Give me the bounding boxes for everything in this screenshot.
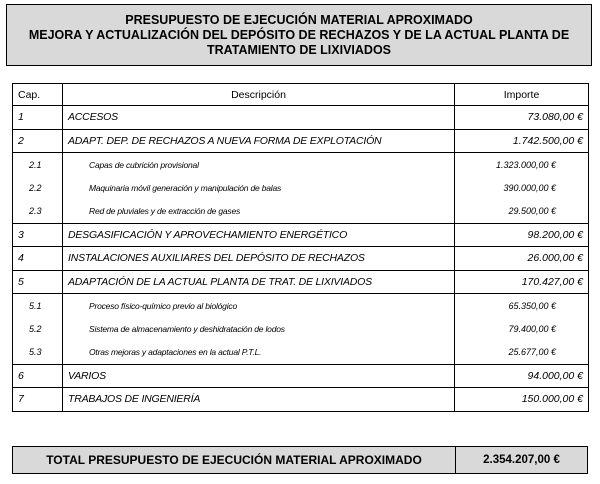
row-description: DESGASIFICACIÓN Y APROVECHAMIENTO ENERGÉTICO bbox=[63, 223, 455, 247]
table-row bbox=[13, 223, 589, 247]
table-row bbox=[13, 364, 589, 388]
row-description: ACCESOS bbox=[63, 106, 455, 130]
title-line-3: TRATAMIENTO DE LIXIVIADOS bbox=[206, 42, 392, 57]
row-cap: 7 bbox=[13, 388, 63, 412]
row-cap: 4 bbox=[13, 247, 63, 271]
title-line-2: MEJORA Y ACTUALIZACIÓN DEL DEPÓSITO DE RECHAZOS Y DE LA ACTUAL PLANTA DE bbox=[28, 27, 570, 42]
row-cap: 5 bbox=[13, 270, 63, 294]
table-subrow bbox=[13, 153, 589, 177]
title-line-1: PRESUPUESTO DE EJECUCIÓN MATERIAL APROXIMADO bbox=[125, 12, 473, 27]
table-subrow bbox=[13, 294, 589, 318]
row-importe: 98.200,00 € bbox=[455, 223, 589, 247]
row-cap: 3 bbox=[13, 223, 63, 247]
table-row bbox=[13, 129, 589, 153]
row-importe: 73.080,00 € bbox=[455, 106, 589, 130]
subrow-cap: 2.2 bbox=[13, 176, 63, 200]
table-row bbox=[13, 388, 589, 412]
subrow-cap: 5.2 bbox=[13, 317, 63, 341]
row-importe: 1.742.500,00 € bbox=[455, 129, 589, 153]
subrow-description: Red de pluviales y de extracción de gases bbox=[63, 200, 455, 224]
header-importe: Importe bbox=[455, 84, 589, 106]
subrow-cap: 5.1 bbox=[13, 294, 63, 318]
table-row bbox=[13, 270, 589, 294]
subrow-importe: 25.677,00 € bbox=[455, 341, 589, 365]
table-subrow bbox=[13, 176, 589, 200]
subrow-importe: 390.000,00 € bbox=[455, 176, 589, 200]
row-importe: 94.000,00 € bbox=[455, 364, 589, 388]
row-cap: 6 bbox=[13, 364, 63, 388]
total-label: TOTAL PRESUPUESTO DE EJECUCIÓN MATERIAL APROXIMADO bbox=[13, 447, 456, 473]
total-value: 2.354.207,00 € bbox=[456, 447, 587, 473]
subrow-description: Capas de cubrición provisional bbox=[63, 153, 455, 177]
row-description: ADAPTACIÓN DE LA ACTUAL PLANTA DE TRAT. DE LIXIVIADOS bbox=[63, 270, 455, 294]
document-title bbox=[6, 4, 592, 66]
row-description: TRABAJOS DE INGENIERÍA bbox=[63, 388, 455, 412]
subrow-description: Sistema de almacenamiento y deshidratación de lodos bbox=[63, 317, 455, 341]
row-cap: 2 bbox=[13, 129, 63, 153]
table-row bbox=[13, 247, 589, 271]
table-subrow bbox=[13, 317, 589, 341]
total-row bbox=[12, 446, 588, 474]
table-subrow bbox=[13, 341, 589, 365]
subrow-importe: 29.500,00 € bbox=[455, 200, 589, 224]
row-cap: 1 bbox=[13, 106, 63, 130]
header-cap: Cap. bbox=[13, 84, 63, 106]
subrow-description: Otras mejoras y adaptaciones en la actual P.T.L. bbox=[63, 341, 455, 365]
subrow-importe: 79.400,00 € bbox=[455, 317, 589, 341]
subrow-description: Maquinaria móvil generación y manipulación de balas bbox=[63, 176, 455, 200]
row-description: INSTALACIONES AUXILIARES DEL DEPÓSITO DE RECHAZOS bbox=[63, 247, 455, 271]
row-importe: 150.000,00 € bbox=[455, 388, 589, 412]
subrow-description: Proceso físico-químico previo al biológico bbox=[63, 294, 455, 318]
row-importe: 26.000,00 € bbox=[455, 247, 589, 271]
row-description: ADAPT. DEP. DE RECHAZOS A NUEVA FORMA DE EXPLOTACIÓN bbox=[63, 129, 455, 153]
budget-table bbox=[12, 83, 589, 412]
row-importe: 170.427,00 € bbox=[455, 270, 589, 294]
table-subrow bbox=[13, 200, 589, 224]
subrow-importe: 65.350,00 € bbox=[455, 294, 589, 318]
subrow-cap: 5.3 bbox=[13, 341, 63, 365]
table-row bbox=[13, 106, 589, 130]
subrow-cap: 2.1 bbox=[13, 153, 63, 177]
subrow-importe: 1.323.000,00 € bbox=[455, 153, 589, 177]
header-description: Descripción bbox=[63, 84, 455, 106]
table-header-row bbox=[13, 84, 589, 106]
row-description: VARIOS bbox=[63, 364, 455, 388]
subrow-cap: 2.3 bbox=[13, 200, 63, 224]
